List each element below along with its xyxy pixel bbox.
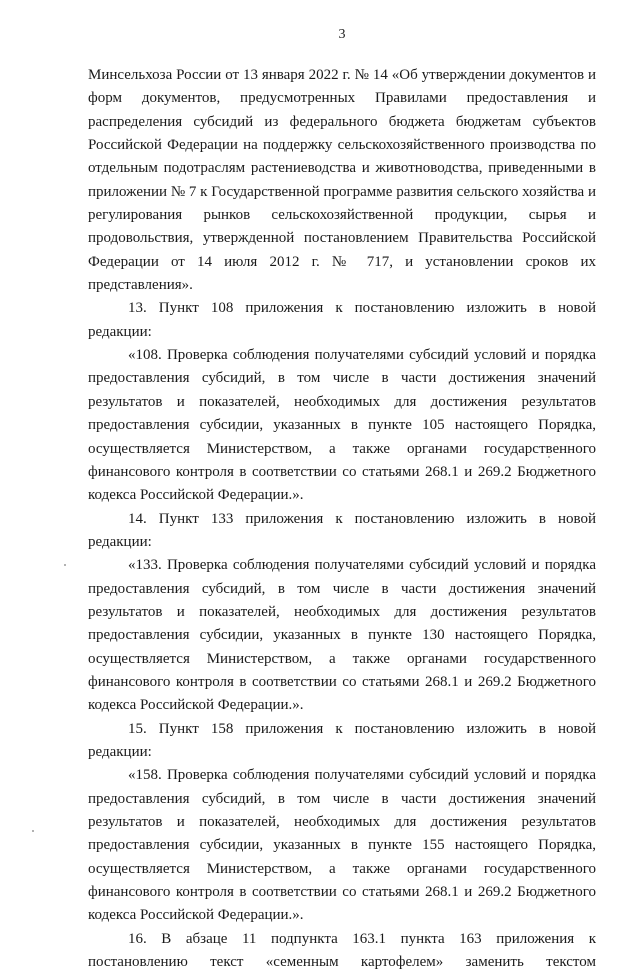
scan-speck	[32, 830, 34, 832]
paragraph-quote-133: «133. Проверка соблюдения получателями субсидий условий и порядка предоставления субсидий, в том числе в части достижения значений результатов и показателей, необходимых для достижения результатов предоставления субсидии, указанных в пункте 130 настоящего Порядка, осуществляется Министерством, а также органами государственного финансового контроля в соответствии со статьями 268.1 и 269.2 Бюджетного кодекса Российской Федерации.».	[88, 557, 596, 714]
document-body	[88, 64, 596, 974]
paragraph-item-13: 13. Пункт 108 приложения к постановлению изложить в новой редакции:	[88, 300, 596, 340]
paragraph-continuation: Минсельхоза России от 13 января 2022 г. № 14 «Об утверждении документов и форм документов, предусмотренных Правилами предоставления и распределения субсидий из федерального бюджета бюджетам субъектов Российской Федерации на поддержку сельскохозяйственного производства по отдельным подотраслям растениеводства и животноводства, приведенными в приложении № 7 к Государственной программе развития сельского хозяйства и регулирования рынков сельскохозяйственной продукции, сырья и продовольствия, утвержденной постановлением Правительства Российской Федерации от 14 июля 2012 г. № 717, и установлении сроков их представления».	[88, 67, 596, 294]
paragraph-quote-158: «158. Проверка соблюдения получателями субсидий условий и порядка предоставления субсидий, в том числе в части достижения значений результатов и показателей, необходимых для достижения результатов предоставления субсидии, указанных в пункте 155 настоящего Порядка, осуществляется Министерством, а также органами государственного финансового контроля в соответствии со статьями 268.1 и 269.2 Бюджетного кодекса Российской Федерации.».	[88, 767, 596, 924]
page-number: 3	[338, 27, 346, 42]
scan-speck	[64, 564, 66, 566]
paragraph-item-15: 15. Пункт 158 приложения к постановлению изложить в новой редакции:	[88, 720, 596, 760]
paragraph-quote-108: «108. Проверка соблюдения получателями субсидий условий и порядка предоставления субсидий, в том числе в части достижения значений результатов и показателей, необходимых для достижения результатов предоставления субсидии, указанных в пункте 105 настоящего Порядка, осуществляется Министерством, а также органами государственного финансового контроля в соответствии со статьями 268.1 и 269.2 Бюджетного кодекса Российской Федерации.».	[88, 347, 596, 504]
paragraph-item-16: 16. В абзаце 11 подпункта 163.1 пункта 163 приложения к постановлению текст «семенным картофелем» заменить текстом	[88, 930, 596, 971]
paragraph-item-14: 14. Пункт 133 приложения к постановлению изложить в новой редакции:	[88, 510, 596, 550]
scan-speck	[548, 456, 550, 458]
